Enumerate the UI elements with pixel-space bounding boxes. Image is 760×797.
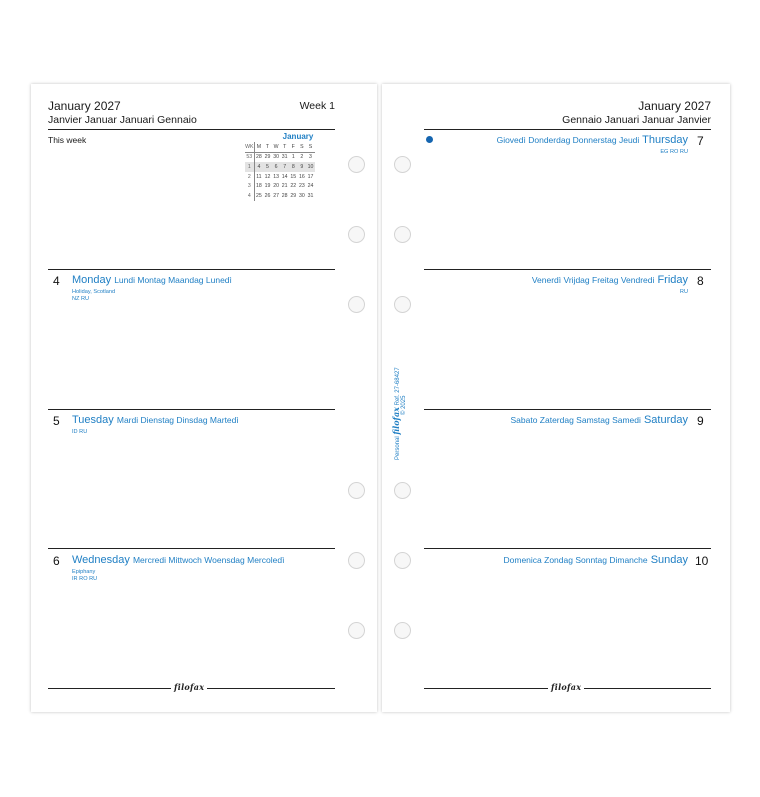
day-rule bbox=[424, 548, 711, 549]
day-name: Sunday bbox=[650, 554, 688, 566]
day-name-translations: Giovedì Donderdag Donnerstag Jeudi bbox=[496, 135, 640, 145]
cal-header: S bbox=[306, 142, 315, 152]
filofax-logo: filofax bbox=[548, 682, 584, 692]
mini-calendar-title: January bbox=[282, 132, 314, 141]
binder-hole bbox=[394, 296, 411, 313]
month-title: January 2027 bbox=[638, 99, 711, 113]
cal-day: 31 bbox=[307, 192, 314, 199]
week-marker-dot bbox=[426, 136, 433, 143]
binder-hole bbox=[394, 226, 411, 243]
day-note: Holiday, Scotland bbox=[72, 289, 116, 295]
day-name-translations: Mercredi Mittwoch Woensdag Mercoledì bbox=[132, 555, 285, 565]
cal-day: 18 bbox=[256, 183, 262, 190]
day-rule bbox=[424, 269, 711, 270]
cal-day: 28 bbox=[281, 192, 288, 199]
cal-header: T bbox=[280, 142, 289, 152]
day-name: Wednesday bbox=[72, 554, 130, 566]
mini-calendar bbox=[245, 132, 337, 201]
binder-hole bbox=[348, 482, 365, 499]
cal-day: 3 bbox=[309, 154, 312, 161]
spine-reference bbox=[391, 340, 411, 460]
spine-size: Personal bbox=[395, 436, 401, 460]
cal-day: 19 bbox=[264, 183, 271, 190]
day-note: Epiphany bbox=[72, 569, 96, 575]
cal-day: 22 bbox=[290, 183, 297, 190]
cal-day: 16 bbox=[298, 173, 305, 180]
spine-line-1 bbox=[391, 367, 401, 460]
cal-header: M bbox=[254, 142, 263, 152]
binder-hole bbox=[348, 296, 365, 313]
day-rule bbox=[48, 548, 335, 549]
cal-day: 6 bbox=[272, 162, 281, 172]
cal-day: 24 bbox=[307, 183, 314, 190]
day-rule bbox=[48, 409, 335, 410]
binder-hole bbox=[394, 622, 411, 639]
day-name-translations: Venerdì Vrijdag Freitag Vendredi bbox=[531, 275, 655, 285]
cal-header: S bbox=[298, 142, 307, 152]
spine-logo: filofax bbox=[391, 407, 401, 435]
cal-day: 1 bbox=[291, 154, 295, 161]
cal-header: F bbox=[289, 142, 298, 152]
spine-line-2 bbox=[401, 396, 407, 415]
cal-day: 5 bbox=[263, 162, 272, 172]
cal-header: W bbox=[272, 142, 281, 152]
binder-hole bbox=[394, 552, 411, 569]
day-number: 10 bbox=[695, 554, 709, 568]
cal-day: 28 bbox=[256, 154, 262, 161]
cal-day: 23 bbox=[298, 183, 305, 190]
binder-hole bbox=[394, 156, 411, 173]
cal-day: 25 bbox=[256, 192, 262, 199]
day-name-translations: Lundi Montag Maandag Lunedì bbox=[114, 275, 232, 285]
cal-day: 17 bbox=[307, 173, 314, 180]
cal-day: 11 bbox=[256, 173, 262, 180]
day-note: EG RO RU bbox=[660, 149, 688, 155]
day-number: 8 bbox=[697, 274, 704, 288]
binder-hole bbox=[348, 156, 365, 173]
cal-day: 15 bbox=[290, 173, 297, 180]
binder-hole bbox=[348, 552, 365, 569]
day-number: 6 bbox=[53, 554, 60, 568]
cal-day: 30 bbox=[298, 192, 305, 199]
cal-day: 12 bbox=[264, 173, 271, 180]
day-name: Monday bbox=[72, 274, 112, 286]
binder-hole bbox=[348, 622, 365, 639]
cal-day: 21 bbox=[281, 183, 288, 190]
mini-calendar-grid bbox=[245, 142, 315, 201]
day-name: Tuesday bbox=[72, 414, 114, 426]
day-rule bbox=[48, 269, 335, 270]
day-note: RU bbox=[679, 289, 688, 295]
day-number: 7 bbox=[697, 134, 704, 148]
header-rule bbox=[48, 129, 335, 130]
day-name-row bbox=[497, 134, 688, 146]
cal-day: 26 bbox=[264, 192, 271, 199]
cal-day: 27 bbox=[273, 192, 279, 199]
right-page bbox=[382, 84, 730, 712]
cal-day: 14 bbox=[281, 173, 288, 180]
cal-day: 9 bbox=[298, 162, 307, 172]
cal-header: WK bbox=[245, 142, 254, 152]
cal-day: 13 bbox=[273, 173, 279, 180]
cal-day: 29 bbox=[264, 154, 271, 161]
month-translations: Janvier Januar Januari Gennaio bbox=[48, 114, 197, 126]
cal-day: 30 bbox=[273, 154, 279, 161]
binder-hole bbox=[394, 482, 411, 499]
day-note: IR RO RU bbox=[72, 576, 98, 582]
cal-day: 2 bbox=[300, 154, 304, 161]
day-name-row bbox=[532, 274, 688, 286]
cal-week-num: 53 bbox=[245, 152, 254, 162]
week-label: Week 1 bbox=[299, 100, 335, 112]
cal-day: 20 bbox=[273, 183, 279, 190]
cal-day: 31 bbox=[281, 154, 288, 161]
day-name: Friday bbox=[657, 274, 688, 286]
day-rule bbox=[424, 409, 711, 410]
left-page bbox=[31, 84, 377, 712]
cal-week-num: 1 bbox=[245, 162, 254, 172]
day-number: 9 bbox=[697, 414, 704, 428]
binder-hole bbox=[348, 226, 365, 243]
this-week-label: This week bbox=[48, 135, 87, 145]
cal-day: 29 bbox=[290, 192, 297, 199]
cal-day: 4 bbox=[254, 162, 263, 172]
day-note: NZ RU bbox=[72, 296, 90, 302]
day-name-translations: Mardi Dienstag Dinsdag Martedì bbox=[116, 415, 239, 425]
cal-day: 10 bbox=[307, 163, 314, 170]
cal-week-num: 4 bbox=[245, 191, 254, 201]
day-number: 5 bbox=[53, 414, 60, 428]
cal-day: 8 bbox=[289, 162, 298, 172]
day-name-row bbox=[510, 414, 688, 426]
spine-ref: Ref. 27-68427 bbox=[395, 367, 401, 406]
cal-day: 7 bbox=[280, 162, 289, 172]
cal-week-num: 3 bbox=[245, 181, 254, 191]
cal-week-num: 2 bbox=[245, 172, 254, 182]
day-note: ID RU bbox=[72, 429, 88, 435]
month-title: January 2027 bbox=[48, 99, 121, 113]
day-number: 4 bbox=[53, 274, 60, 288]
day-name: Saturday bbox=[643, 414, 688, 426]
day-name-row bbox=[72, 554, 284, 566]
filofax-logo: filofax bbox=[171, 682, 207, 692]
day-name-row bbox=[72, 414, 239, 426]
day-rule bbox=[424, 129, 711, 130]
day-name-translations: Domenica Zondag Sonntag Dimanche bbox=[503, 555, 648, 565]
spine-copyright: © 2025 bbox=[401, 395, 407, 415]
day-name-row bbox=[504, 554, 689, 566]
month-translations: Gennaio Januari Januar Janvier bbox=[562, 114, 711, 126]
day-name: Thursday bbox=[642, 134, 688, 146]
cal-header: T bbox=[263, 142, 272, 152]
day-name-translations: Sabato Zaterdag Samstag Samedi bbox=[510, 415, 641, 425]
day-name-row bbox=[72, 274, 232, 286]
